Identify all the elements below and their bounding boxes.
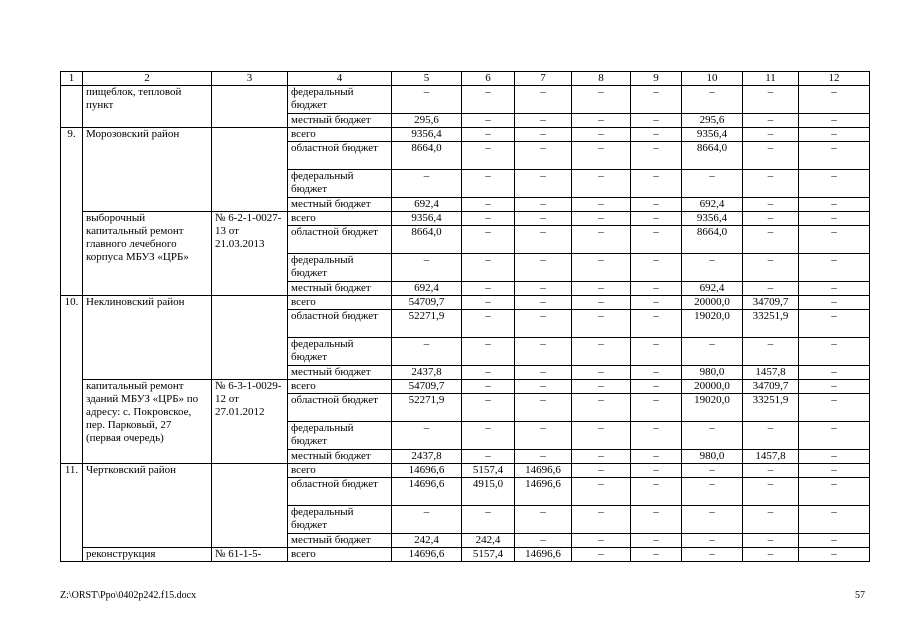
value-cell: 4915,0 [462,478,515,506]
value-cell: – [572,422,631,450]
value-cell: 14696,6 [392,548,462,562]
header-cell: 6 [462,72,515,86]
header-cell: 5 [392,72,462,86]
value-cell: – [572,114,631,128]
value-cell: – [743,86,799,114]
value-cell: – [682,534,743,548]
value-cell: 1457,8 [743,450,799,464]
funding-source-cell: федеральный бюджет [288,506,392,534]
value-cell: – [682,86,743,114]
funding-source-cell: областной бюджет [288,394,392,422]
table-row [61,128,870,142]
funding-source-cell: федеральный бюджет [288,86,392,114]
value-cell: – [631,254,682,282]
value-cell: 5157,4 [462,548,515,562]
value-cell: – [743,282,799,296]
value-cell: 9356,4 [392,128,462,142]
value-cell: – [743,198,799,212]
value-cell: – [631,310,682,338]
value-cell: – [515,506,572,534]
table-row [61,212,870,226]
table-row [61,296,870,310]
value-cell: 34709,7 [743,380,799,394]
value-cell: – [462,170,515,198]
value-cell: 8664,0 [682,142,743,170]
value-cell: – [392,254,462,282]
value-cell: – [462,422,515,450]
value-cell: – [392,338,462,366]
value-cell: – [799,310,870,338]
value-cell: – [631,548,682,562]
value-cell: – [572,478,631,506]
value-cell: – [572,128,631,142]
funding-source-cell: местный бюджет [288,198,392,212]
row-number-cell [61,86,83,128]
value-cell: – [515,296,572,310]
value-cell: – [515,254,572,282]
value-cell: 54709,7 [392,296,462,310]
value-cell: – [572,296,631,310]
footer-page-number: 57 [855,590,865,601]
funding-source-cell: федеральный бюджет [288,338,392,366]
funding-source-cell: местный бюджет [288,534,392,548]
value-cell: – [743,506,799,534]
value-cell: – [682,170,743,198]
value-cell: – [631,198,682,212]
value-cell: – [743,142,799,170]
value-cell: – [572,464,631,478]
object-name-cell: пищеблок, тепловой пункт [83,86,212,128]
value-cell: 14696,6 [515,548,572,562]
value-cell: – [682,422,743,450]
value-cell: – [515,380,572,394]
value-cell: – [392,86,462,114]
value-cell: – [462,310,515,338]
header-cell: 9 [631,72,682,86]
value-cell: – [799,506,870,534]
value-cell: – [799,296,870,310]
value-cell: 14696,6 [515,478,572,506]
value-cell: 692,4 [682,198,743,212]
value-cell: – [515,534,572,548]
value-cell: – [392,422,462,450]
object-name-cell: выборочный капитальный ремонт главного лечебного корпуса МБУЗ «ЦРБ» [83,212,212,296]
value-cell: 242,4 [462,534,515,548]
value-cell: – [462,394,515,422]
value-cell: – [462,366,515,380]
value-cell: – [799,478,870,506]
value-cell: – [743,534,799,548]
value-cell: – [515,114,572,128]
value-cell: 295,6 [682,114,743,128]
value-cell: 8664,0 [682,226,743,254]
header-cell: 3 [212,72,288,86]
table-body [61,72,870,562]
value-cell: – [682,338,743,366]
value-cell: 2437,8 [392,366,462,380]
value-cell: 20000,0 [682,380,743,394]
value-cell: – [682,548,743,562]
value-cell: – [631,114,682,128]
value-cell: 9356,4 [682,212,743,226]
value-cell: – [743,478,799,506]
value-cell: – [515,212,572,226]
document-ref-cell: № 6-3-1-0029-12 от 27.01.2012 [212,380,288,464]
funding-source-cell: федеральный бюджет [288,170,392,198]
value-cell: – [743,128,799,142]
value-cell: – [515,282,572,296]
value-cell: – [631,338,682,366]
value-cell: – [462,114,515,128]
value-cell: – [572,380,631,394]
value-cell: – [515,142,572,170]
value-cell: – [743,212,799,226]
value-cell: – [462,86,515,114]
value-cell: – [743,226,799,254]
value-cell: – [515,198,572,212]
value-cell: – [462,450,515,464]
value-cell: – [462,254,515,282]
value-cell: 242,4 [392,534,462,548]
table-row [61,548,870,562]
value-cell: – [799,86,870,114]
value-cell: 692,4 [682,282,743,296]
object-name-cell: Чертковский район [83,464,212,548]
funding-source-cell: областной бюджет [288,142,392,170]
value-cell: – [682,506,743,534]
document-ref-cell [212,464,288,548]
funding-source-cell: местный бюджет [288,282,392,296]
value-cell: 9356,4 [392,212,462,226]
value-cell: 980,0 [682,366,743,380]
value-cell: – [799,548,870,562]
value-cell: – [572,212,631,226]
value-cell: – [572,142,631,170]
value-cell: – [631,422,682,450]
value-cell: – [462,198,515,212]
value-cell: – [462,380,515,394]
value-cell: – [799,254,870,282]
budget-table [60,71,870,562]
value-cell: 54709,7 [392,380,462,394]
value-cell: – [515,394,572,422]
value-cell: 52271,9 [392,394,462,422]
header-cell: 11 [743,72,799,86]
funding-source-cell: федеральный бюджет [288,254,392,282]
value-cell: – [631,226,682,254]
value-cell: – [799,198,870,212]
value-cell: – [462,338,515,366]
value-cell: – [799,450,870,464]
funding-source-cell: областной бюджет [288,226,392,254]
value-cell: – [572,198,631,212]
funding-source-cell: федеральный бюджет [288,422,392,450]
value-cell: – [515,128,572,142]
value-cell: – [631,366,682,380]
value-cell: – [743,114,799,128]
value-cell: – [515,310,572,338]
funding-source-cell: местный бюджет [288,450,392,464]
value-cell: 5157,4 [462,464,515,478]
value-cell: – [572,450,631,464]
value-cell: – [572,86,631,114]
value-cell: – [631,170,682,198]
value-cell: – [743,338,799,366]
funding-source-cell: всего [288,212,392,226]
value-cell: – [572,548,631,562]
value-cell: – [462,128,515,142]
value-cell: – [515,366,572,380]
value-cell: – [515,338,572,366]
value-cell: – [799,380,870,394]
value-cell: – [515,450,572,464]
object-name-cell: Морозовский район [83,128,212,212]
value-cell: – [799,338,870,366]
value-cell: – [631,506,682,534]
value-cell: – [799,282,870,296]
footer-file-path: Z:\ORST\Ppo\0402p242.f15.docx [60,590,197,601]
value-cell: – [631,450,682,464]
funding-source-cell: всего [288,380,392,394]
value-cell: – [515,86,572,114]
value-cell: – [743,548,799,562]
value-cell: – [572,394,631,422]
header-cell: 1 [61,72,83,86]
value-cell: 295,6 [392,114,462,128]
value-cell: 8664,0 [392,142,462,170]
document-ref-cell [212,86,288,128]
value-cell: – [515,226,572,254]
funding-source-cell: областной бюджет [288,310,392,338]
value-cell: – [392,170,462,198]
document-ref-cell [212,296,288,380]
funding-source-cell: всего [288,128,392,142]
funding-source-cell: всего [288,548,392,562]
value-cell: – [462,506,515,534]
value-cell: – [682,464,743,478]
document-ref-cell: № 61-1-5- [212,548,288,562]
header-cell: 12 [799,72,870,86]
document-ref-cell [212,128,288,212]
funding-source-cell: местный бюджет [288,366,392,380]
value-cell: – [631,212,682,226]
funding-source-cell: всего [288,464,392,478]
value-cell: – [572,226,631,254]
value-cell: – [682,254,743,282]
header-cell: 8 [572,72,631,86]
value-cell: 2437,8 [392,450,462,464]
value-cell: – [572,310,631,338]
value-cell: – [631,478,682,506]
funding-source-cell: всего [288,296,392,310]
header-cell: 7 [515,72,572,86]
header-cell: 4 [288,72,392,86]
value-cell: – [631,394,682,422]
value-cell: 692,4 [392,282,462,296]
header-cell: 2 [83,72,212,86]
value-cell: – [799,212,870,226]
value-cell: – [799,114,870,128]
value-cell: – [631,380,682,394]
value-cell: – [572,366,631,380]
value-cell: – [462,226,515,254]
value-cell: – [462,282,515,296]
value-cell: – [515,170,572,198]
value-cell: – [743,170,799,198]
table-row [61,86,870,114]
value-cell: – [462,142,515,170]
funding-source-cell: областной бюджет [288,478,392,506]
value-cell: – [462,296,515,310]
value-cell: 14696,6 [515,464,572,478]
value-cell: 33251,9 [743,394,799,422]
value-cell: – [799,534,870,548]
value-cell: 980,0 [682,450,743,464]
table-row [61,380,870,394]
value-cell: – [572,170,631,198]
value-cell: 14696,6 [392,464,462,478]
table-row [61,464,870,478]
value-cell: – [799,464,870,478]
value-cell: 1457,8 [743,366,799,380]
value-cell: 52271,9 [392,310,462,338]
object-name-cell: капитальный ремонт зданий МБУЗ «ЦРБ» по адресу: с. Покровское, пер. Парковый, 27 (первая очередь) [83,380,212,464]
value-cell: – [392,506,462,534]
object-name-cell: Неклиновский район [83,296,212,380]
value-cell: – [682,478,743,506]
value-cell: 19020,0 [682,394,743,422]
value-cell: – [631,464,682,478]
value-cell: – [743,422,799,450]
value-cell: – [515,422,572,450]
value-cell: – [743,254,799,282]
value-cell: – [743,464,799,478]
value-cell: – [799,170,870,198]
value-cell: 692,4 [392,198,462,212]
value-cell: 9356,4 [682,128,743,142]
value-cell: 8664,0 [392,226,462,254]
value-cell: 14696,6 [392,478,462,506]
value-cell: – [631,128,682,142]
value-cell: – [631,296,682,310]
value-cell: – [799,394,870,422]
value-cell: – [572,534,631,548]
value-cell: – [799,366,870,380]
row-number-cell: 11. [61,464,83,562]
value-cell: – [572,506,631,534]
value-cell: – [631,534,682,548]
value-cell: – [799,422,870,450]
funding-source-cell: местный бюджет [288,114,392,128]
value-cell: 34709,7 [743,296,799,310]
value-cell: – [799,128,870,142]
value-cell: – [631,282,682,296]
value-cell: – [631,86,682,114]
value-cell: – [572,338,631,366]
row-number-cell: 9. [61,128,83,296]
header-row [61,72,870,86]
value-cell: – [572,254,631,282]
value-cell: – [799,142,870,170]
value-cell: – [631,142,682,170]
object-name-cell: реконструкция [83,548,212,562]
value-cell: – [572,282,631,296]
document-ref-cell: № 6-2-1-0027-13 от 21.03.2013 [212,212,288,296]
value-cell: – [799,226,870,254]
row-number-cell: 10. [61,296,83,464]
value-cell: 19020,0 [682,310,743,338]
value-cell: 33251,9 [743,310,799,338]
value-cell: 20000,0 [682,296,743,310]
header-cell: 10 [682,72,743,86]
value-cell: – [462,212,515,226]
